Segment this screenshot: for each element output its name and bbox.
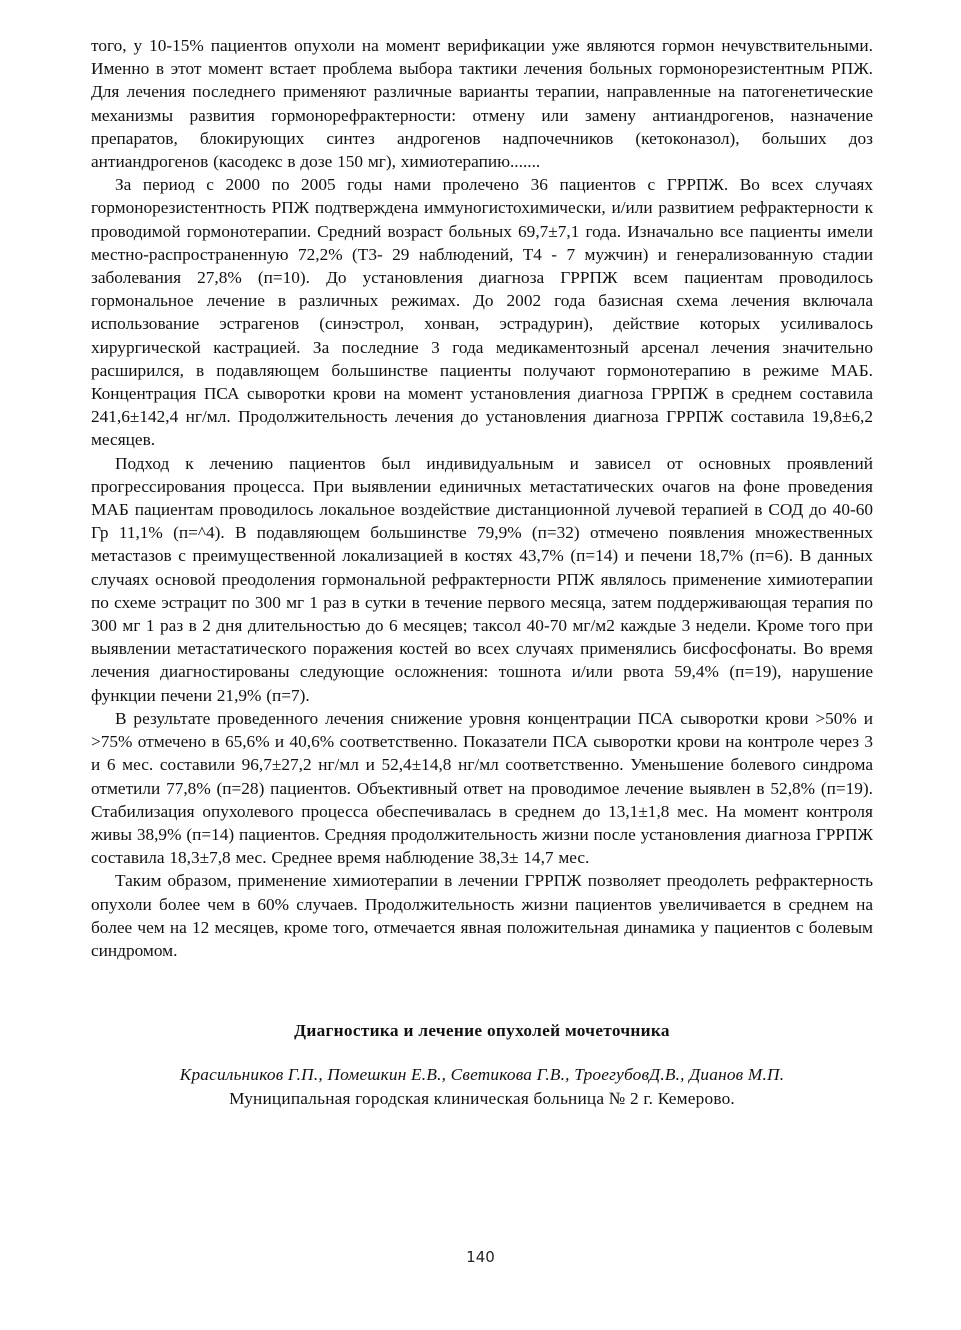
section-title: Диагностика и лечение опухолей мочеточника xyxy=(294,1021,670,1041)
section-affiliation: Муниципальная городская клиническая больница № 2 г. Кемерово. xyxy=(229,1088,735,1108)
paragraph-patients: За период с 2000 по 2005 годы нами пролечено 36 пациентов с ГРРПЖ. Во всех случаях гормонорезистентность РПЖ подтверждена иммуногистохимически, и/или развитием рефрактерности к проводимой гормонотерапии. Средний возраст больных 69,7±7,1 года. Изначально все пациенты имели местно-распространенную 72,2% (Т3- 29 наблюдений, Т4 - 7 мужчин) и генерализованную стадии заболевания 27,8% (п=10). До установления диагноза ГРРПЖ всем пациентам проводилось гормональное лечение в различных режимах. До 2002 года базисная схема лечения включала использование эстрагенов (синэстрол, хонван, эстрадурин), действие которых усиливалось хирургической кастрацией. За последние 3 года медикаментозный арсенал лечения значительно расширился, в подавляющем большинстве пациенты получают гормонотерапию в режиме МАБ. Концентрация ПСА сыворотки крови на момент установления диагноза ГРРПЖ в среднем составила 241,6±142,4 нг/мл. Продолжительность лечения до установления диагноза ГРРПЖ составила 19,8±6,2 месяцев. xyxy=(91,175,873,450)
page-body xyxy=(91,34,873,1110)
paragraph-treatment: Подход к лечению пациентов был индивидуальным и зависел от основных проявлений прогрессирования процесса. При выявлении единичных метастатических очагов на фоне проведения МАБ пациентам проводилось локальное воздействие дистанционной лучевой терапией в СОД до 40-60 Гр 11,1% (п=^4). В подавляющем большинстве 79,9% (п=32) отмечено появления множественных метастазов с преимущественной локализацией в костях 43,7% (п=14) и печени 18,7% (п=6). В данных случаях основой преодоления гормональной рефрактерности РПЖ являлось применение химиотерапии по схеме эстрацит по 300 мг 1 раз в сутки в течение первого месяца, затем поддерживающая терапия по 300 мг 1 раз в 2 дня длительностью до 6 месяцев; таксол 40-70 мг/м2 каждые 3 недели. Кроме того при выявлении метастатического поражения костей во всех случаях применялись бисфосфонаты. Во время лечения диагностированы следующие осложнения: тошнота и/или рвота 59,4% (п=19), нарушение функции печени 21,9% (п=7). xyxy=(91,453,873,705)
paragraph-conclusion: Таким образом, применение химиотерапии в лечении ГРРПЖ позволяет преодолеть рефрактерность опухоли более чем в 60% случаев. Продолжительность жизни пациентов увеличивается в среднем на более чем на 12 месяцев, кроме того, отмечается явная положительная динамика у пациентов с болевым синдромом. xyxy=(91,871,873,960)
page-number: 140 xyxy=(466,1248,495,1266)
paragraph-continuation: того, у 10-15% пациентов опухоли на момент верификации уже являются гормон нечувствительными. Именно в этот момент встает проблема выбора тактики лечения больных гормонорезистентным РПЖ. Для лечения последнего применяют различные варианты терапии, направленные на патогенетические механизмы развития гормонорефрактерности: отмену или замену антиандрогенов, назначение препаратов, блокирующих синтез андрогенов надпочечников (кетоконазол), больших доз антиандрогенов (касодекс в дозе 150 мг), химиотерапию....... xyxy=(91,36,873,172)
section-authors: Красильников Г.П., Помешкин Е.В., Светикова Г.В., ТроегубовД.В., Дианов М.П. xyxy=(179,1065,785,1085)
paragraph-results: В результате проведенного лечения снижение уровня концентрации ПСА сыворотки крови >50% и >75% отмечено в 65,6% и 40,6% соответственно. Показатели ПСА сыворотки крови на контроле через 3 и 6 мес. составили 96,7±27,2 нг/мл и 52,4±14,8 нг/мл соответственно. Уменьшение болевого синдрома отметили 77,8% (п=28) пациентов. Объективный ответ на проводимое лечение выявлен в 52,8% (п=19). Стабилизация опухолевого процесса обеспечивалась в среднем до 13,1±1,8 мес. На момент контроля живы 38,9% (п=14) пациентов. Средняя продолжительность жизни после установления диагноза ГРРПЖ составила 18,3±7,8 мес. Среднее время наблюдение 38,3± 14,7 мес. xyxy=(91,708,873,868)
